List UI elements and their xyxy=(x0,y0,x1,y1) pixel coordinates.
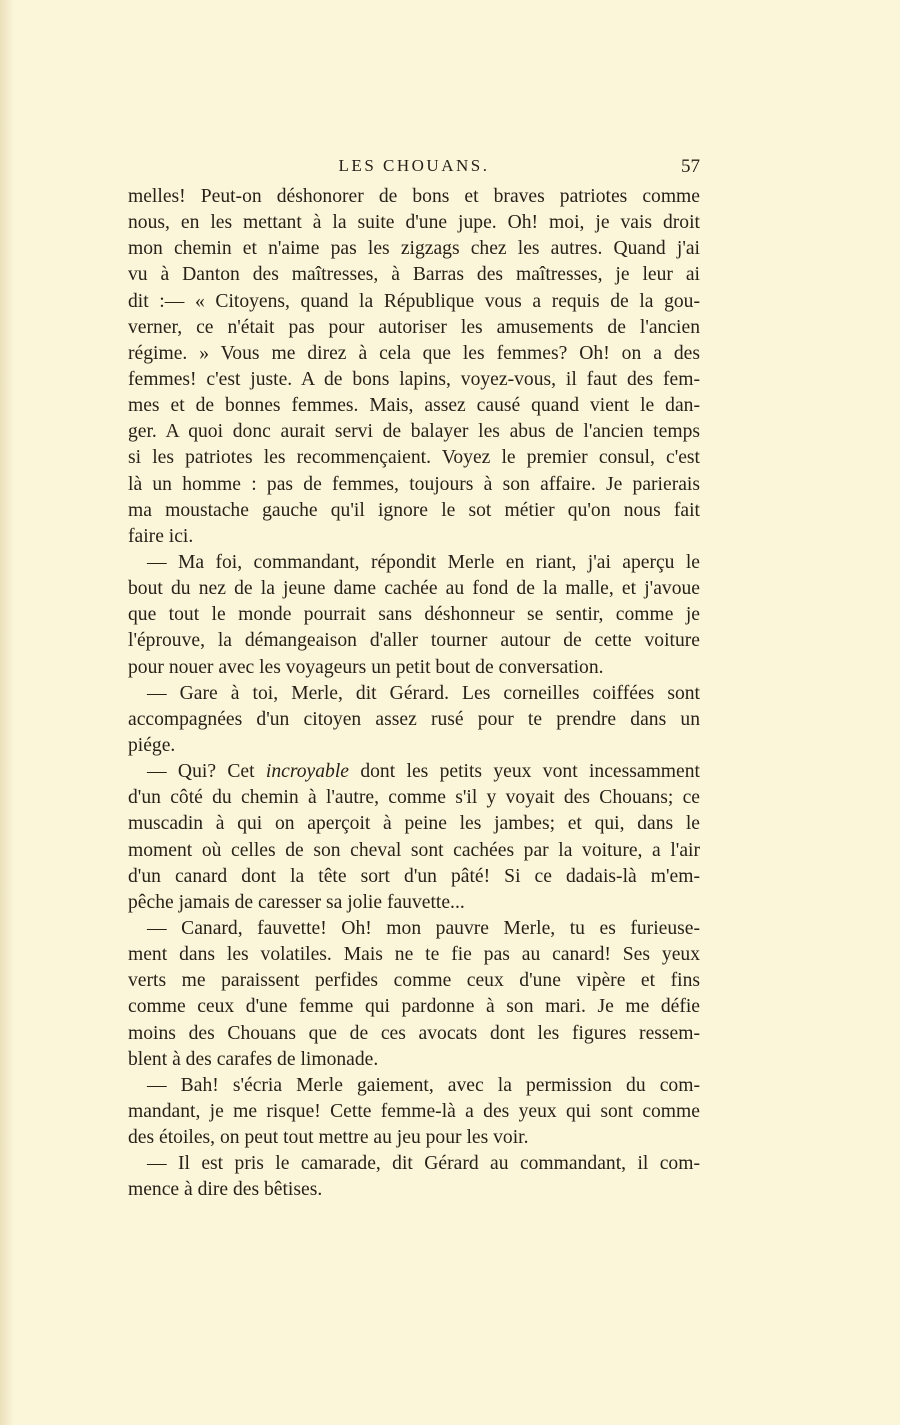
text-line: ger. A quoi donc aurait servi de balayer les abus de l'ancien temps xyxy=(128,421,700,443)
text-line: l'éprouve, la démangeaison d'aller tourner autour de cette voiture xyxy=(128,630,700,652)
text-line: mes et de bonnes femmes. Mais, assez causé quand vient le dan- xyxy=(128,395,700,417)
text-line: — Ma foi, commandant, répondit Merle en riant, j'ai aperçu le xyxy=(147,551,700,573)
text-line: nous, en les mettant à la suite d'une jupe. Oh! moi, je vais droit xyxy=(128,212,700,234)
text-line: piége. xyxy=(128,734,176,756)
page-header xyxy=(128,156,700,182)
text-line: d'un canard dont la tête sort d'un pâté! Si ce dadais-là m'em- xyxy=(128,865,700,887)
text-line: pour nouer avec les voyageurs un petit bout de conversation. xyxy=(128,656,604,678)
text-line: là un homme : pas de femmes, toujours à son affaire. Je parierais xyxy=(128,473,700,495)
text-line: vu à Danton des maîtresses, à Barras des maîtresses, je leur ai xyxy=(128,264,700,286)
text-line: ment dans les volatiles. Mais ne te fie pas au canard! Ses yeux xyxy=(128,944,700,966)
text-line: mence à dire des bêtises. xyxy=(128,1179,323,1201)
text-line: pêche jamais de caresser sa jolie fauvette... xyxy=(128,891,465,913)
text-line: comme ceux d'une femme qui pardonne à son mari. Je me défie xyxy=(128,996,700,1018)
text-line: — Qui? Cet incroyable dont les petits yeux vont incessamment xyxy=(147,761,700,783)
text-line: des étoiles, on peut tout mettre au jeu pour les voir. xyxy=(128,1127,529,1149)
text-line: que tout le monde pourrait sans déshonneur se sentir, comme je xyxy=(128,604,700,626)
text-line: verts me paraissent perfides comme ceux d'une vipère et fins xyxy=(128,970,700,992)
text-line: moment où celles de son cheval sont cachées par la voiture, a l'air xyxy=(128,839,700,861)
page-number: 57 xyxy=(681,156,700,177)
text-line: — Gare à toi, Merle, dit Gérard. Les corneilles coiffées sont xyxy=(147,682,700,704)
text-line: dit :— « Citoyens, quand la République vous a requis de la gou- xyxy=(128,290,700,312)
text-line: mon chemin et n'aime pas les zigzags chez les autres. Quand j'ai xyxy=(128,238,700,260)
page-edge-shadow xyxy=(0,0,14,1425)
text-line: melles! Peut-on déshonorer de bons et braves patriotes comme xyxy=(128,186,700,207)
text-line: régime. » Vous me direz à cela que les femmes? Oh! on a des xyxy=(128,342,700,364)
text-line: moins des Chouans que de ces avocats dont les figures ressem- xyxy=(128,1022,700,1044)
text-line: femmes! c'est juste. A de bons lapins, voyez-vous, il faut des fem- xyxy=(128,368,700,390)
text-line: — Canard, fauvette! Oh! mon pauvre Merle, tu es furieuse- xyxy=(147,917,700,939)
text-line: ma moustache gauche qu'il ignore le sot métier qu'on nous fait xyxy=(128,499,700,521)
text-line: accompagnées d'un citoyen assez rusé pour te prendre dans un xyxy=(128,708,700,730)
text-line: bout du nez de la jeune dame cachée au fond de la malle, et j'avoue xyxy=(128,578,700,600)
text-line: blent à des carafes de limonade. xyxy=(128,1048,379,1070)
text-line: — Il est pris le camarade, dit Gérard au commandant, il com- xyxy=(147,1153,700,1175)
text-line: muscadin à qui on aperçoit à peine les jambes; et qui, dans le xyxy=(128,813,700,835)
text-line: si les patriotes les recommençaient. Voyez le premier consul, c'est xyxy=(128,447,700,469)
text-line: verner, ce n'était pas pour autoriser les amusements de l'ancien xyxy=(128,316,700,338)
running-title: LES CHOUANS. xyxy=(338,156,490,175)
text-line: faire ici. xyxy=(128,525,194,547)
text-line: — Bah! s'écria Merle gaiement, avec la permission du com- xyxy=(147,1074,700,1096)
text-line: mandant, je me risque! Cette femme-là a des yeux qui sont comme xyxy=(128,1100,700,1122)
text-line: d'un côté du chemin à l'autre, comme s'il y voyait des Chouans; ce xyxy=(128,787,700,809)
body-text xyxy=(128,184,700,1203)
